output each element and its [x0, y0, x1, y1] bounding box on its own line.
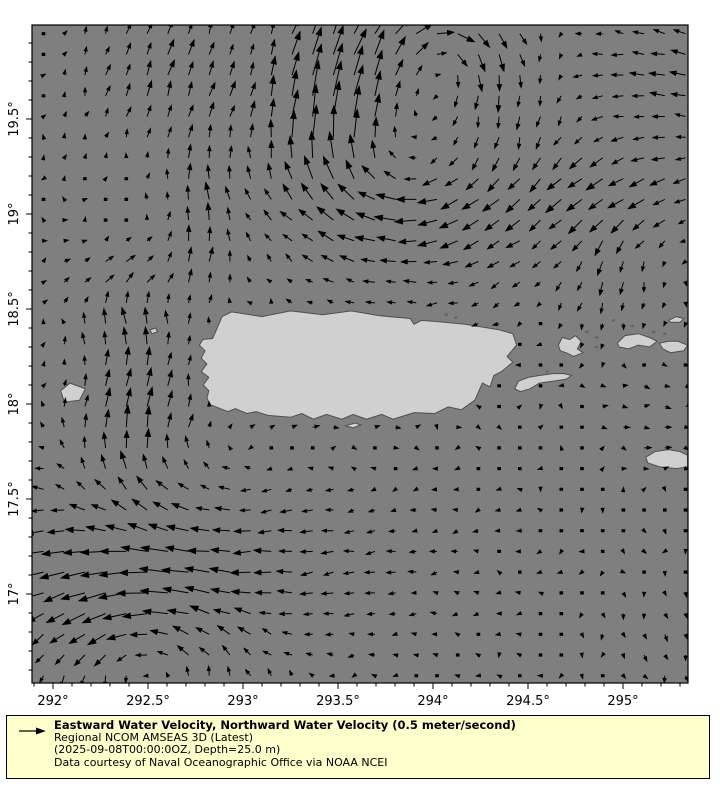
cay-islet — [663, 333, 666, 335]
velocity-arrow — [42, 33, 45, 35]
velocity-arrow — [477, 488, 480, 490]
velocity-arrow — [560, 509, 563, 511]
velocity-arrow — [519, 447, 522, 449]
cay-islet — [595, 346, 598, 348]
velocity-arrow — [42, 198, 45, 200]
y-tick-label: 17.5° — [7, 481, 22, 517]
velocity-arrow — [581, 405, 584, 407]
velocity-arrow — [601, 530, 604, 532]
velocity-arrow — [684, 488, 687, 490]
velocity-arrow — [684, 571, 687, 573]
velocity-arrow — [581, 426, 584, 428]
velocity-arrow — [643, 571, 646, 573]
velocity-arrow — [601, 550, 604, 552]
velocity-arrow — [456, 654, 459, 656]
velocity-arrow — [374, 447, 377, 449]
velocity-arrow — [104, 219, 107, 221]
velocity-arrow — [539, 447, 542, 449]
velocity-arrow — [125, 219, 128, 221]
legend-model-line: Regional NCOM AMSEAS 3D (Latest) — [54, 731, 253, 744]
y-tick-label: 19.5° — [7, 101, 22, 137]
legend-attribution-line: Data courtesy of Naval Oceanographic Office via NOAA NCEI — [54, 755, 388, 769]
velocity-arrow — [539, 364, 542, 366]
x-tick-label: 293° — [227, 694, 259, 709]
velocity-arrow — [560, 613, 563, 615]
cay-islet — [595, 337, 598, 339]
velocity-arrow — [104, 198, 107, 200]
cay-islet — [445, 314, 448, 316]
legend-text — [54, 719, 705, 769]
y-tick-label: 19° — [7, 202, 22, 226]
velocity-arrow — [581, 530, 584, 532]
velocity-arrow — [664, 509, 667, 511]
velocity-arrow — [581, 468, 584, 470]
velocity-arrow — [477, 633, 480, 635]
velocity-arrow — [519, 468, 522, 470]
velocity-arrow — [42, 95, 45, 97]
velocity-arrow — [601, 675, 604, 677]
velocity-arrow — [581, 447, 584, 449]
y-tick-label: 18° — [7, 392, 22, 416]
velocity-arrow — [125, 178, 128, 180]
velocity-arrow — [539, 323, 542, 325]
legend-time-depth-line: (2025-09-08T00:00:0OZ, Depth=25.0 m) — [54, 743, 281, 757]
island-puerto-rico — [199, 311, 516, 419]
velocity-arrow — [394, 468, 397, 470]
velocity-arrow — [519, 571, 522, 573]
velocity-arrow — [498, 385, 501, 387]
cay-islet — [546, 371, 549, 373]
velocity-arrow — [601, 592, 604, 594]
velocity-arrow — [601, 488, 604, 490]
velocity-arrow — [560, 364, 563, 366]
x-tick-label: 293.5° — [316, 694, 360, 709]
cay-islet — [585, 331, 588, 333]
x-tick-label: 294° — [417, 694, 449, 709]
velocity-arrow — [42, 53, 45, 55]
velocity-arrow — [539, 633, 542, 635]
velocity-arrow — [560, 633, 563, 635]
velocity-arrow — [622, 509, 625, 511]
reference-arrow — [19, 728, 44, 733]
velocity-arrow — [519, 426, 522, 428]
velocity-arrow — [643, 364, 646, 366]
cay-islet — [612, 319, 615, 321]
velocity-arrow — [622, 530, 625, 532]
cay-islet — [631, 325, 634, 327]
velocity-arrow — [498, 550, 501, 552]
reference-arrow-icon — [17, 725, 51, 737]
velocity-arrow — [477, 468, 480, 470]
velocity-arrow — [415, 675, 418, 677]
velocity-arrow — [560, 468, 563, 470]
legend-box — [6, 715, 710, 779]
velocity-arrow — [581, 592, 584, 594]
velocity-arrow — [560, 530, 563, 532]
x-tick-label: 294.5° — [506, 694, 550, 709]
velocity-arrow — [560, 488, 563, 490]
velocity-arrow — [539, 613, 542, 615]
cay-islet — [652, 331, 655, 333]
legend-title: Eastward Water Velocity, Northward Water Velocity (0.5 meter/second) — [54, 718, 516, 732]
velocity-arrow — [539, 654, 542, 656]
velocity-arrow — [560, 654, 563, 656]
velocity-arrow — [436, 447, 439, 449]
velocity-arrow — [539, 385, 542, 387]
velocity-arrow — [643, 509, 646, 511]
velocity-arrow — [581, 488, 584, 490]
velocity-arrow — [125, 198, 128, 200]
velocity-arrow — [498, 447, 501, 449]
x-tick-label: 295° — [607, 694, 639, 709]
velocity-arrow — [436, 675, 439, 677]
x-tick-label: 292.5° — [126, 694, 170, 709]
velocity-arrow — [498, 468, 501, 470]
velocity-arrow — [291, 447, 294, 449]
velocity-arrow — [84, 178, 87, 180]
velocity-arrow — [560, 426, 563, 428]
velocity-arrow — [519, 675, 522, 677]
velocity-arrow — [684, 364, 687, 366]
velocity-arrow — [684, 530, 687, 532]
velocity-arrow — [519, 343, 522, 345]
y-tick-label: 18.5° — [7, 291, 22, 327]
velocity-arrow — [539, 530, 542, 532]
cay-islet — [454, 317, 457, 319]
velocity-arrow — [498, 405, 501, 407]
velocity-arrow — [270, 447, 273, 449]
velocity-arrow — [311, 447, 314, 449]
velocity-arrow — [684, 509, 687, 511]
y-tick-label: 17° — [7, 582, 22, 606]
velocity-arrow — [560, 592, 563, 594]
x-tick-label: 292° — [37, 694, 69, 709]
